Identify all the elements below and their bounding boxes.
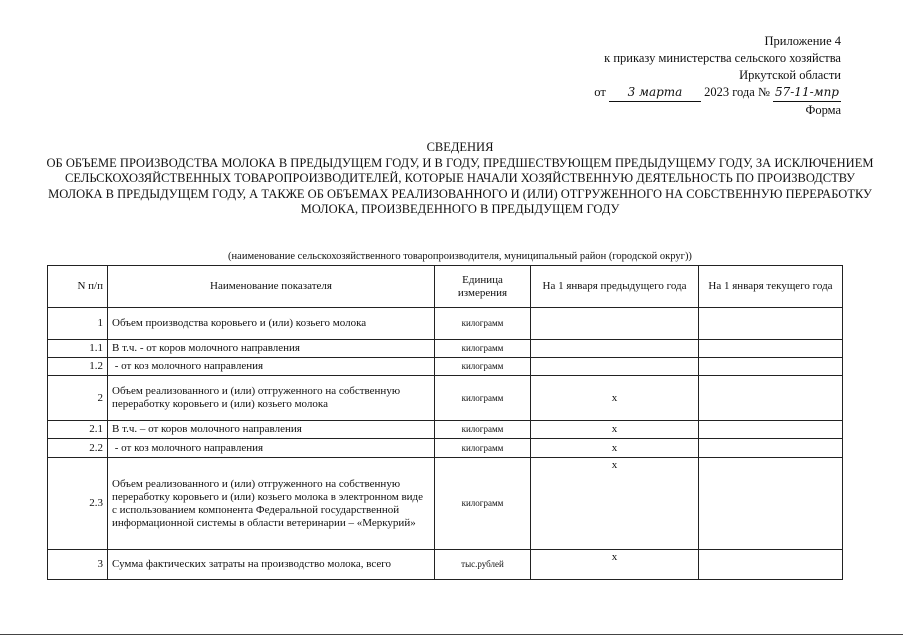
header-unit: Единица измерения — [435, 266, 531, 308]
row-name: - от коз молочного направления — [108, 439, 435, 458]
row-unit: килограмм — [435, 458, 531, 550]
row-current-value[interactable] — [699, 458, 843, 550]
header-current-year: На 1 января текущего года — [699, 266, 843, 308]
row-num: 2.3 — [48, 458, 108, 550]
row-num: 1.2 — [48, 358, 108, 376]
header-name: Наименование показателя — [108, 266, 435, 308]
appendix-order: к приказу министерства сельского хозяйства — [604, 51, 841, 65]
table-row — [48, 308, 843, 340]
appendix-region: Иркутской области — [739, 68, 841, 82]
table-header-row — [48, 266, 843, 308]
row-unit: тыс.рублей — [435, 550, 531, 580]
row-num: 1 — [48, 308, 108, 340]
row-name: - от коз молочного направления — [108, 358, 435, 376]
table-row — [48, 421, 843, 439]
row-name: Объем реализованного и (или) отгруженного на собственную переработку коровьего и (или) козьего молока в электронном виде с использованием компонента Федеральной государственной информационной системы в области ветеринарии – «Меркурий» — [108, 458, 435, 550]
table-row — [48, 376, 843, 421]
row-name: Объем реализованного и (или) отгруженного на собственную переработку коровьего и (или) козьего молока — [108, 376, 435, 421]
report-table — [47, 265, 843, 580]
header-prev-year: На 1 января предыдущего года — [531, 266, 699, 308]
producer-name-note: (наименование сельскохозяйственного товаропроизводителя, муниципальный район (городской округ)) — [228, 251, 692, 262]
row-num: 1.1 — [48, 340, 108, 358]
row-unit: килограмм — [435, 376, 531, 421]
row-prev-value[interactable]: х — [531, 421, 699, 439]
row-num: 3 — [48, 550, 108, 580]
row-current-value[interactable] — [699, 439, 843, 458]
title-body: ОБ ОБЪЕМЕ ПРОИЗВОДСТВА МОЛОКА В ПРЕДЫДУЩЕМ ГОДУ, И В ГОДУ, ПРЕДШЕСТВУЮЩЕМ ПРЕДЫДУЩЕМУ ГОДУ, ЗА ИСКЛЮЧЕНИЕМ СЕЛЬСКОХОЗЯЙСТВЕННЫХ ТОВАРОПРОИЗВОДИТЕЛЕЙ, КОТОРЫЕ НАЧАЛИ ХОЗЯЙСТВЕННУЮ ДЕЯТЕЛЬНОСТЬ ПО ПРОИЗВОДСТВУ МОЛОКА В ПРЕДЫДУЩЕМ ГОДУ, А ТАКЖЕ ОБ ОБЪЕМАХ РЕАЛИЗОВАННОГО И (ИЛИ) ОТГРУЖЕННОГО НА СОБСТВЕННУЮ ПЕРЕРАБОТКУ МОЛОКА, ПРОИЗВЕДЕННОГО В ПРЕДЫДУЩЕМ ГОДУ — [46, 155, 874, 216]
table-row — [48, 458, 843, 550]
handwritten-order-number: 57-11-мпр — [773, 84, 841, 102]
row-prev-value[interactable] — [531, 358, 699, 376]
row-num: 2.2 — [48, 439, 108, 458]
table-row — [48, 550, 843, 580]
handwritten-date: 3 марта — [609, 84, 701, 102]
row-prev-value[interactable]: х — [531, 458, 699, 550]
row-name: В т.ч. – от коров молочного направления — [108, 421, 435, 439]
date-from-label: от — [594, 85, 606, 99]
row-prev-value[interactable] — [531, 340, 699, 358]
appendix-date-line — [594, 84, 841, 102]
year-number-label: 2023 года № — [704, 85, 770, 99]
appendix-title: Приложение 4 — [764, 34, 841, 48]
row-current-value[interactable] — [699, 550, 843, 580]
title-heading: СВЕДЕНИЯ — [426, 140, 494, 154]
table-row — [48, 439, 843, 458]
appendix-block — [594, 33, 841, 119]
row-unit: килограмм — [435, 358, 531, 376]
row-name: Сумма фактических затраты на производство молока, всего — [108, 550, 435, 580]
row-current-value[interactable] — [699, 421, 843, 439]
header-num: N п/п — [48, 266, 108, 308]
row-name: Объем производства коровьего и (или) козьего молока — [108, 308, 435, 340]
row-num: 2.1 — [48, 421, 108, 439]
row-unit: килограмм — [435, 439, 531, 458]
row-current-value[interactable] — [699, 340, 843, 358]
row-prev-value[interactable] — [531, 308, 699, 340]
row-name: В т.ч. - от коров молочного направления — [108, 340, 435, 358]
row-current-value[interactable] — [699, 308, 843, 340]
row-current-value[interactable] — [699, 376, 843, 421]
row-num: 2 — [48, 376, 108, 421]
form-label: Форма — [805, 103, 841, 117]
document-title — [40, 140, 880, 218]
row-unit: килограмм — [435, 308, 531, 340]
page-bottom-rule — [0, 634, 903, 635]
table-row — [48, 340, 843, 358]
row-unit: килограмм — [435, 421, 531, 439]
row-prev-value[interactable]: х — [531, 439, 699, 458]
row-current-value[interactable] — [699, 358, 843, 376]
row-unit: килограмм — [435, 340, 531, 358]
row-prev-value[interactable]: х — [531, 550, 699, 580]
table-row — [48, 358, 843, 376]
row-prev-value[interactable]: х — [531, 376, 699, 421]
